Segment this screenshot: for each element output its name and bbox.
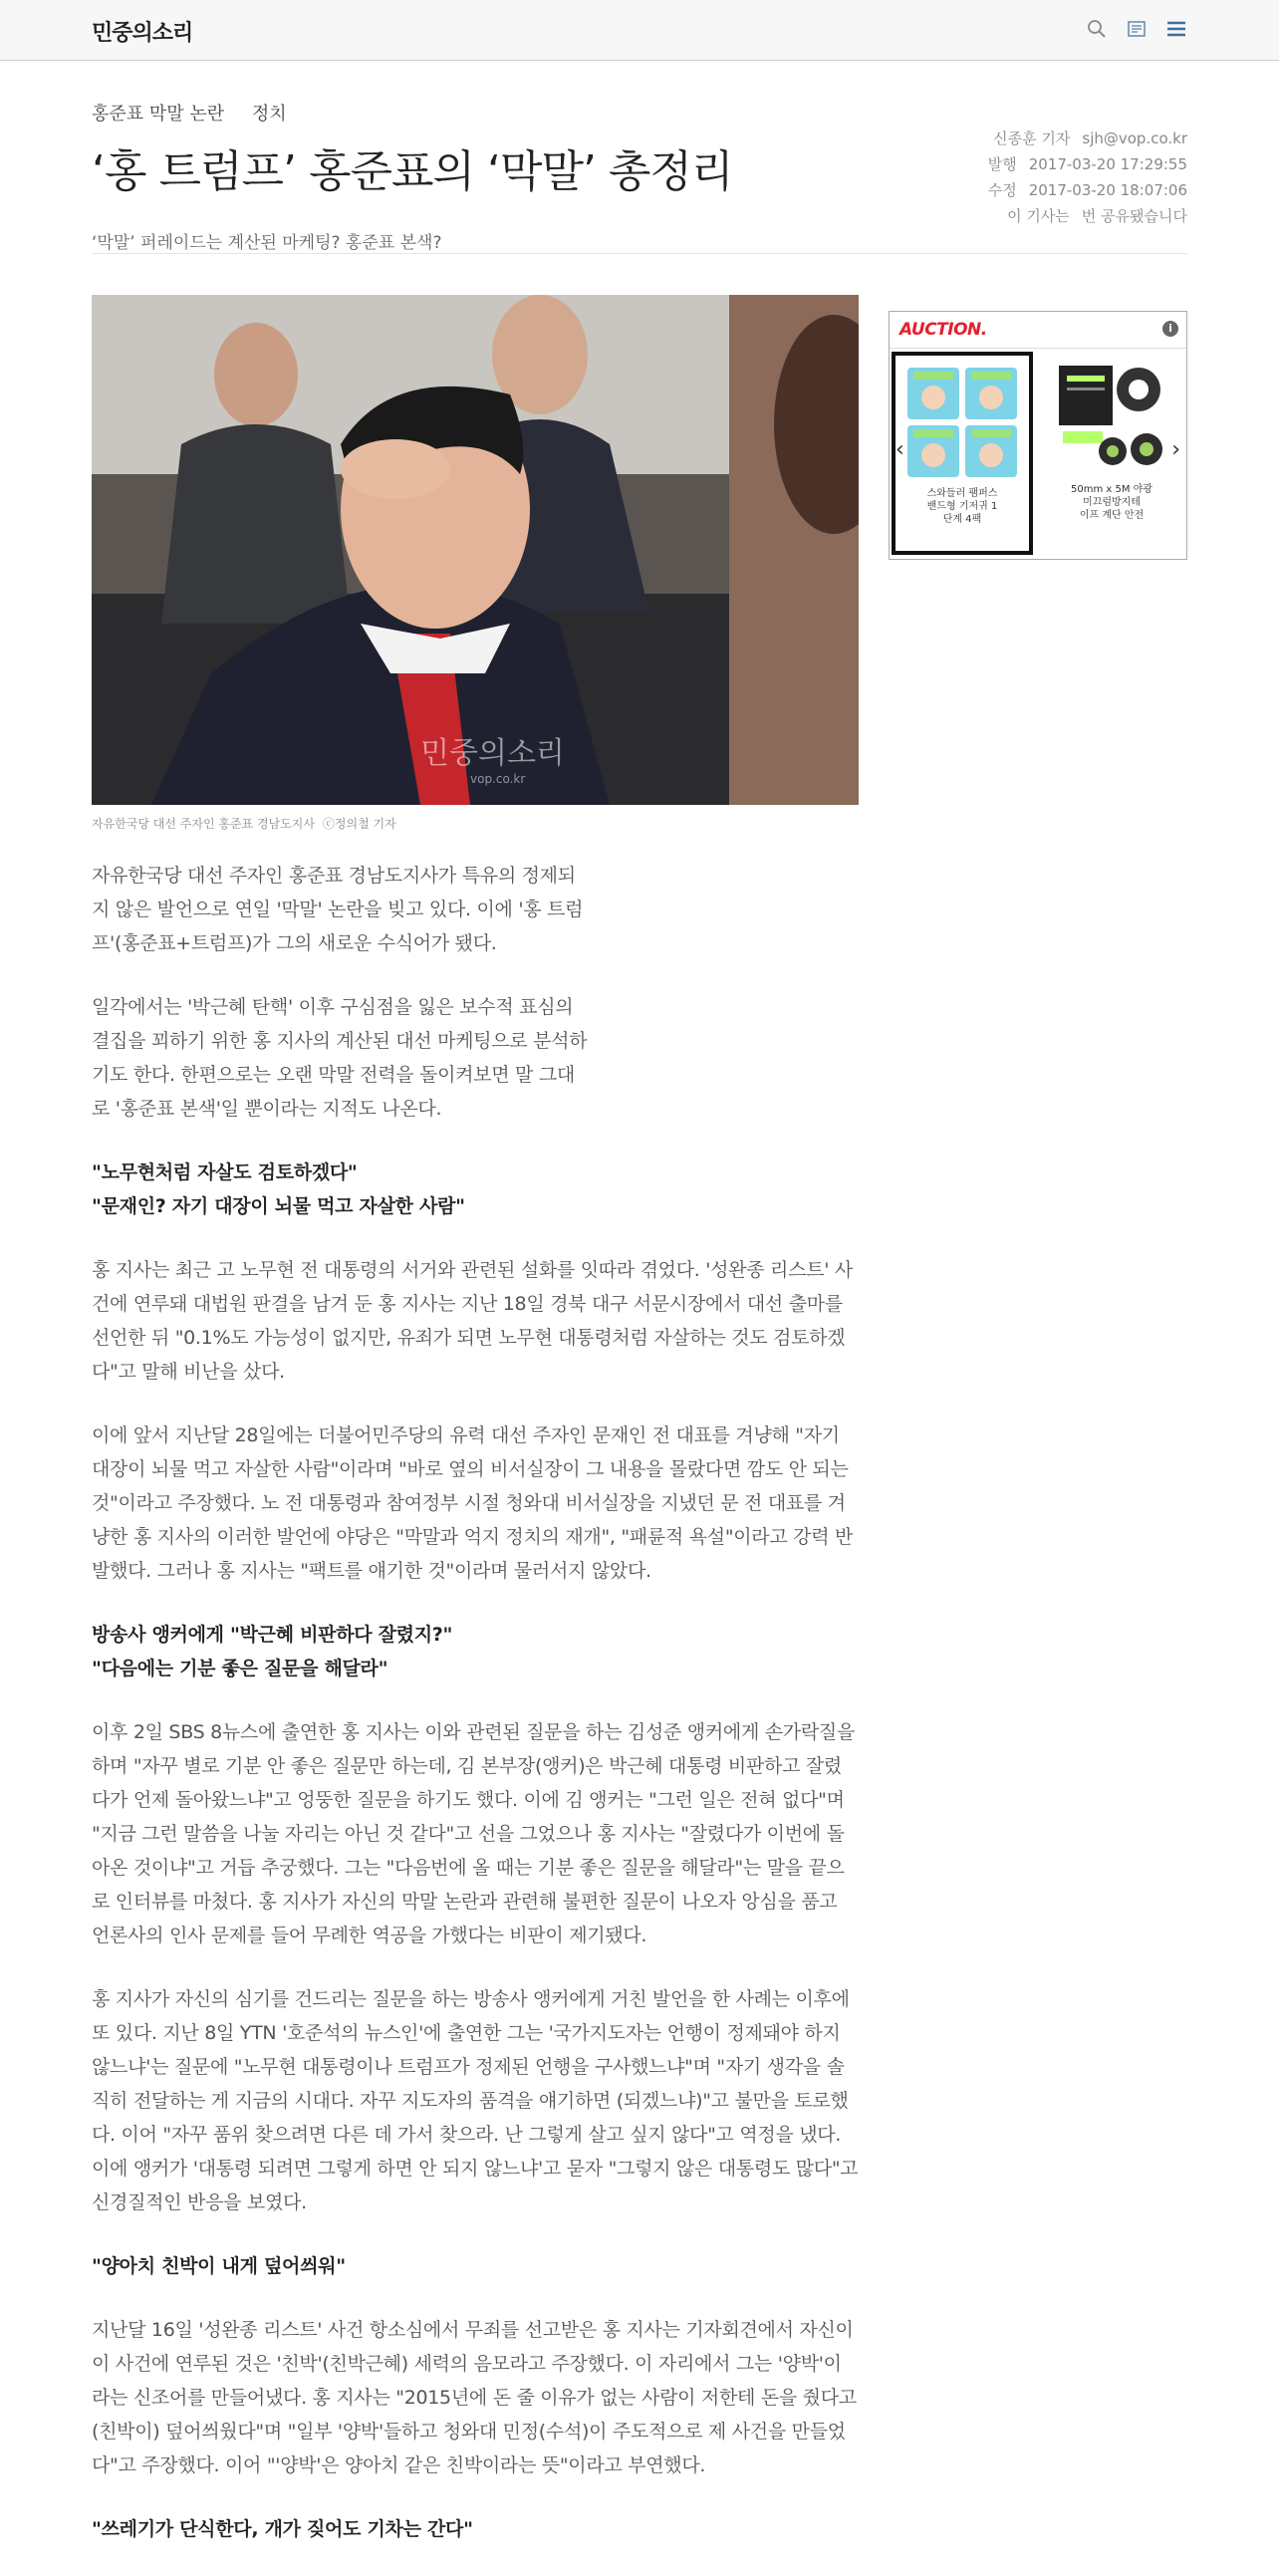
photo-caption-text: 자유한국당 대선 주자인 홍준표 경남도지사: [92, 817, 315, 831]
menu-hamburger-icon[interactable]: [1165, 18, 1187, 40]
sidebar-advertisement[interactable]: [889, 311, 1187, 560]
modified-date: 2017-03-20 18:07:06: [1028, 181, 1187, 199]
site-logo[interactable]: 민중의소리: [92, 21, 193, 46]
article-meta: [988, 126, 1187, 229]
paragraph-2: 일각에서는 '박근혜 탄핵' 이후 구심점을 잃은 보수적 표심의 결집을 꾀하기 위한 홍 지사의 계산된 대선 마케팅으로 분석하기도 한다. 한편으로는 오랜 막말 전력을 돌이켜보면 말 그대로 '홍준표 본색'일 뿐이라는 지적도 나온다.: [92, 996, 588, 1120]
photo-watermark: 민중의소리: [420, 736, 565, 771]
subheading-2-line2: "다음에는 기분 좋은 질문을 해달라": [92, 1658, 388, 1679]
reporter-email[interactable]: sjh@vop.co.kr: [1082, 129, 1187, 147]
share-count-prefix: 이 기사는: [1007, 207, 1070, 225]
breadcrumb: [92, 100, 1187, 126]
ad-product-1[interactable]: [892, 352, 1033, 555]
ad-header: [890, 312, 1186, 349]
ad-product-1-line1: 스와들러 팸퍼스: [926, 488, 998, 499]
top-navigation-bar: [0, 0, 1279, 61]
auction-logo[interactable]: AUCTION.: [899, 320, 987, 340]
info-icon[interactable]: i: [1162, 321, 1178, 337]
ad-product-2-line1: 50mm x 5M 야광: [1071, 484, 1152, 495]
paragraph-1: 자유한국당 대선 주자인 홍준표 경남도지사가 특유의 정제되지 않은 발언으로 연일 '막말' 논란을 빚고 있다. 이에 '홍 트럼프'(홍준표+트럼프)가 그의 새로운 수식어가 됐다.: [92, 865, 584, 954]
ad-product-1-line3: 단계 4팩: [942, 514, 982, 525]
article-photo: [92, 295, 859, 805]
tape-roll-image: [1053, 360, 1170, 477]
modified-label: 수정: [987, 181, 1017, 199]
photo-caption: [92, 815, 404, 832]
subheading-1-line2: "문재인? 자기 대장이 뇌물 먹고 자살한 사람": [92, 1195, 465, 1217]
photo-credit: ⓒ정의철 기자: [322, 817, 396, 831]
photo-watermark-url: vop.co.kr: [470, 772, 526, 786]
breadcrumb-topic[interactable]: 홍준표 막말 논란: [92, 104, 225, 125]
top-icon-group: [1086, 18, 1187, 40]
article-header: [92, 100, 1187, 253]
share-count-suffix: 번 공유됐습니다: [1081, 207, 1187, 225]
paragraph-4: 이에 앞서 지난달 28일에는 더불어민주당의 유력 대선 주자인 문재인 전 대표를 겨냥해 "자기 대장이 뇌물 먹고 자살한 사람"이라며 "바로 옆의 비서실장이 그 내용을 몰랐다면 깜도 안 되는 것"이라고 주장했다. 노 전 대통령과 참여정부 시절 청와대 비서실장을 지냈던 문 전 대표를 겨냥한 홍 지사의 이러한 발언에 야당은 "막말과 억지 정치의 재개", "패륜적 욕설"이라고 강력 반발했다. 그러나 홍 지사는 "팩트를 얘기한 것"이라며 물러서지 않았다.: [92, 1424, 854, 1582]
paragraph-3: 홍 지사는 최근 고 노무현 전 대통령의 서거와 관련된 설화를 잇따라 겪었다. '성완종 리스트' 사건에 연루돼 대법원 판결을 남겨 둔 홍 지사는 지난 18일 경북 대구 서문시장에서 대선 출마를 선언한 뒤 "0.1%도 가능성이 없지만, 유죄가 되면 노무현 대통령처럼 자살하는 것도 검토하겠다"고 말해 비난을 샀다.: [92, 1259, 853, 1383]
breadcrumb-section[interactable]: 정치: [251, 104, 287, 125]
published-date: 2017-03-20 17:29:55: [1028, 155, 1187, 173]
search-icon[interactable]: [1086, 18, 1108, 40]
ad-product-2-line2: 미끄럼방지테: [1083, 497, 1141, 508]
header-divider: [92, 253, 1187, 254]
subheading-4: "쓰레기가 단식한다, 개가 짖어도 기차는 간다": [92, 2518, 473, 2540]
subheading-1: [92, 1156, 859, 1223]
reporter-name: 신종훈 기자: [993, 129, 1071, 147]
ad-prev-arrow-icon[interactable]: ‹: [895, 437, 904, 462]
article-subtitle: ‘막말’ 퍼레이드는 계산된 마케팅? 홍준표 본색?: [92, 233, 442, 254]
paragraph-5: 이후 2일 SBS 8뉴스에 출연한 홍 지사는 이와 관련된 질문을 하는 김성준 앵커에게 손가락질을 하며 "자꾸 별로 기분 안 좋은 질문만 하는데, 김 본부장(앵커)은 박근혜 대통령 비판하고 잘렸다가 언제 돌아왔느냐"고 엉뚱한 질문을 하기도 했다. 이에 김 앵커는 "그런 일은 전혀 없다"며 "지금 그런 말씀을 나눌 자리는 아닌 것 같다"고 선을 그었으나 홍 지사는 "잘렸다가 이번에 돌아온 것이냐"고 거듭 추궁했다. 그는 "다음번에 올 때는 기분 좋은 질문을 해달라"는 말을 끝으로 인터뷰를 마쳤다. 홍 지사가 자신의 막말 논란과 관련해 불편한 질문이 나오자 앙심을 품고 언론사의 인사 문제를 들어 무례한 역공을 가했다는 비판이 제기됐다.: [92, 1721, 856, 1946]
paragraph-6: 홍 지사가 자신의 심기를 건드리는 질문을 하는 방송사 앵커에게 거친 발언을 한 사례는 이후에 또 있다. 지난 8일 YTN '호준석의 뉴스인'에 출연한 그는 '국가지도자는 언행이 정제돼야 하지 않느냐'는 질문에 "노무현 대통령이나 트럼프가 정제된 언행을 구사했느냐"며 "자기 생각을 솔직히 전달하는 게 지금의 시대다. 자꾸 지도자의 품격을 얘기하면 (되겠느냐)"고 불만을 토로했다. 이어 "자꾸 품위 찾으려면 다른 데 가서 찾으라. 난 그렇게 살고 싶지 않다"고 역정을 냈다. 이에 앵커가 '대통령 되려면 그렇게 하면 안 되지 않느냐'고 묻자 "그렇지 않은 대통령도 많다"고 신경질적인 반응을 보였다.: [92, 1988, 859, 2213]
article-title: ‘홍 트럼프’ 홍준표의 ‘막말’ 총정리: [92, 146, 733, 197]
subheading-2-line1: 방송사 앵커에게 "박근혜 비판하다 잘렸지?": [92, 1624, 453, 1646]
ad-product-2-line3: 이프 계단 안전: [1079, 510, 1145, 521]
published-label: 발행: [987, 155, 1017, 173]
newspaper-icon[interactable]: [1126, 18, 1148, 40]
subheading-1-line1: "노무현처럼 자살도 검토하겠다": [92, 1161, 358, 1183]
subheading-3: "양아치 친박이 내게 덮어씌워": [92, 2255, 346, 2277]
ad-next-arrow-icon[interactable]: ›: [1171, 437, 1180, 462]
diaper-pack-image: [903, 364, 1021, 481]
subheading-2: [92, 1618, 859, 1685]
article-body: [92, 859, 859, 2576]
ad-product-1-line2: 밴드형 기저귀 1: [926, 501, 998, 512]
paragraph-7: 지난달 16일 '성완종 리스트' 사건 항소심에서 무죄를 선고받은 홍 지사는 기자회견에서 자신이 이 사건에 연루된 것은 '친박'(친박근혜) 세력의 음모라고 주장했다. 이 자리에서 그는 '양박'이라는 신조어를 만들어냈다. 홍 지사는 "2015년에 돈 줄 이유가 없는 사람이 저한테 돈을 줬다고 (친박이) 덮어씌웠다"며 "일부 '양박'들하고 청와대 민정(수석)이 주도적으로 제 사건을 만들었다"고 주장했다. 이어 "'양박'은 양아치 같은 친박이라는 뜻"이라고 부연했다.: [92, 2319, 857, 2476]
ad-product-2[interactable]: [1041, 352, 1182, 555]
